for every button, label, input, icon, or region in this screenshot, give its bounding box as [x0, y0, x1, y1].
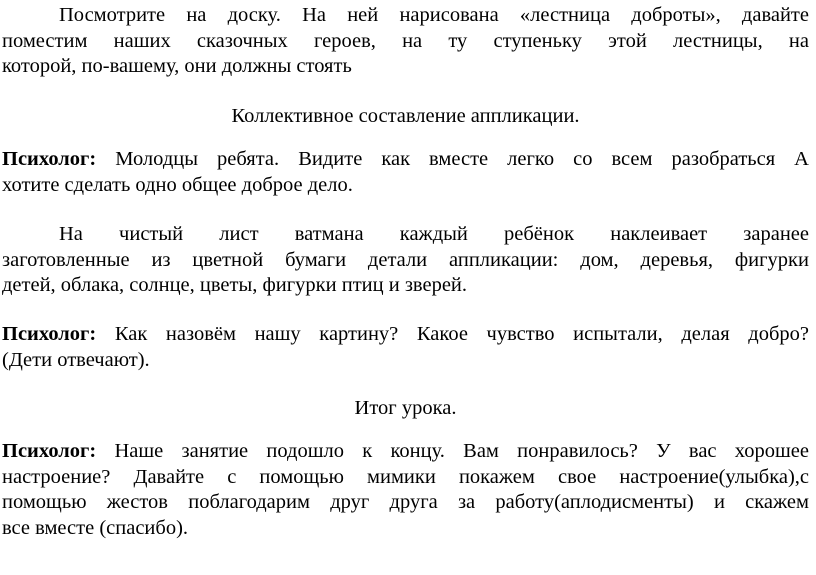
- text-line: Посмотрите на доску. На ней нарисована «лестница доброты», давайте: [59, 4, 809, 26]
- paragraph-psychologist-1: [2, 147, 809, 198]
- text-line: (Дети отвечают).: [2, 348, 150, 371]
- speaker-label: Психолог:: [2, 148, 97, 170]
- text-line: поместим наших сказочных героев, на ту ступеньку этой лестницы, на: [2, 29, 809, 52]
- text-line: На чистый лист ватмана каждый ребёнок наклеивает заранее: [59, 223, 809, 245]
- text-line: хотите сделать одно общее доброе дело.: [2, 173, 353, 196]
- text-line: настроение? Давайте с помощью мимики покажем свое настроение(улыбка),с: [2, 465, 809, 488]
- text-line: [2, 439, 809, 465]
- text-fragment: Молодцы ребята. Видите как вместе легко со всем разобраться А: [96, 148, 809, 170]
- text-line: [2, 147, 809, 173]
- heading-lesson-summary: Итог урока.: [354, 397, 457, 419]
- speaker-label: Психолог:: [2, 323, 97, 345]
- text-line: заготовленные из цветной бумаги детали аппликации: дом, деревья, фигурки: [2, 248, 809, 271]
- paragraph-whatman-sheet: [2, 222, 809, 299]
- speaker-label: Психолог:: [2, 440, 97, 462]
- heading-collective-applique: Коллективное составление аппликации.: [231, 105, 580, 127]
- text-line: помощью жестов поблагодарим друг друга за работу(аплодисменты) и скажем: [2, 491, 809, 513]
- paragraph-ladder-of-kindness: [2, 3, 809, 80]
- text-line: все вместе (спасибо).: [2, 516, 189, 539]
- text-line: детей, облака, солнце, цветы, фигурки птиц и зверей.: [2, 274, 468, 296]
- text-fragment: Как назовём нашу картину? Какое чувство испытали, делая добро?: [96, 323, 809, 345]
- paragraph-psychologist-2: [2, 322, 809, 373]
- paragraph-psychologist-3: [2, 439, 809, 541]
- text-fragment: Наше занятие подошло к концу. Вам понравилось? У вас хорошее: [96, 440, 809, 462]
- text-line: [2, 322, 809, 348]
- text-line: которой, по-вашему, они должны стоять: [2, 55, 352, 77]
